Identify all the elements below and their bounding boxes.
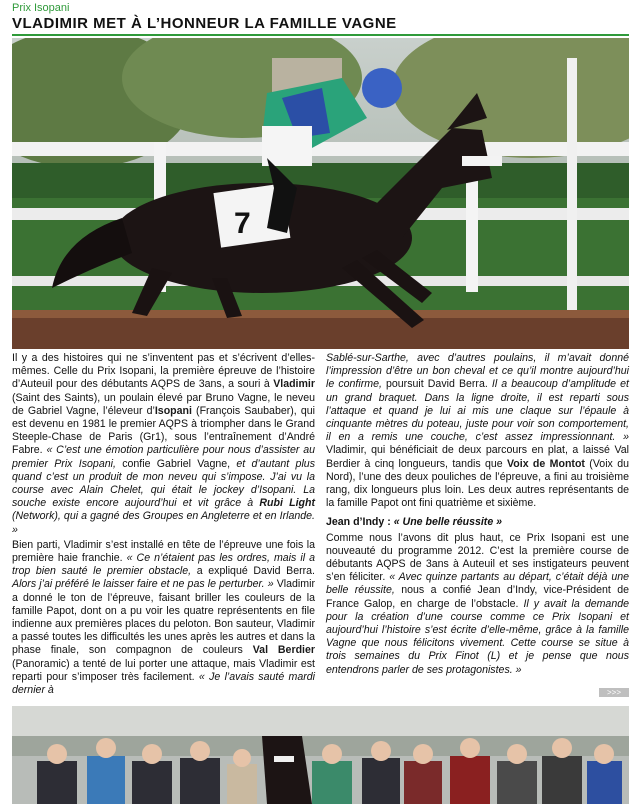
- winners-photo-illustration: [12, 706, 629, 804]
- article-column-left: [12, 352, 315, 699]
- right-paragraph-1: Sablé-sur-Sarthe, avec d’autres poulains, il m’avait donné l’impression d’être un bon cheval et ce qu’il montre aujourd’hui le confirme, poursuit David Berra. Il a beaucoup d’amplitude et un grand braquet. Dans la ligne droite, il est reparti sous l’attaque et quand je lui ai mis une claque sur l’épaule à cinquante mètres du poteau, juste pour voir son comportement, il en a remis une couche, c’est assez impressionnant. » Vladimir, qui bénéficiait de deux parcours en plat, a laissé Val Berdier à cinq longueurs, tandis que Voix de Montot (Voix du Nord), l’une des deux pouliches de l’épreuve, a fini au troisième rang, dix longueurs plus loin. Les deux autres représentants de la famille Papot ont fini quatrième et sixième.: [326, 352, 629, 510]
- left-paragraph-2: Bien parti, Vladimir s’est installé en tête de l’épreuve une fois la première haie franchie. « Ce n’étaient pas les ordres, mais il a trop bien sauté le premier obstacle, a expliqué David Berra. Alors j’ai préféré le laisser faire et ne pas le perturber. » Vladimir a donné le ton de l’épreuve, faisant briller les couleurs de la famille Papot, dont on a pu voir les quatre représentents en file indienne aux premières places du peloton. Bon sauteur, Vladimir a passé toutes les difficultés les unes après les autres et dans la phase finale, son compagnon de couleurs Val Berdier (Panoramic) a tenté de lui porter une attaque, mais Vladimir est reparti pour s’imposer très facilement. « Je l’avais sauté mardi dernier à: [12, 538, 316, 697]
- right-subheading: Jean d’Indy : « Une belle réussite »: [326, 516, 503, 529]
- race-photo: [12, 38, 629, 349]
- continue-arrow-icon[interactable]: >>>: [599, 688, 629, 697]
- left-paragraph-1: Il y a des histoires qui ne s’inventent pas et s’écrivent d’elles-mêmes. Celle du Prix Isopani, la première épreuve de l’histoire d’Auteuil pour des débutants AQPS de 3ans, a souri à Vladimir (Saint des Saints), un poulain élevé par Bruno Vagne, le neveu de Gabriel Vagne, l’éleveur d’Isopani (François Saubaber), qui est devenu en 1981 le premier AQPS à triompher dans le Grand Steeple-Chase de Paris (Gr1), sous l’entraînement d’André Fabre. « C’est une émotion particulière pour nous d’assister au premier Prix Isopani, confie Gabriel Vagne, et d’autant plus quand c’est un produit de mon neveu qui s’impose. J’ai vu la course avec Alain Chelet, qui était le jockey d’Isopani. La souche existe encore aujourd’hui et vit grâce à Rubi Light (Network), qui a gagné des Groupes en Angleterre et en Irlande. »: [12, 352, 315, 536]
- article-column-right: [326, 352, 629, 679]
- right-paragraph-2: Comme nous l’avons dit plus haut, ce Prix Isopani est une nouveauté du programme 2012. C’est la première course de débutants AQPS de 3ans à Auteuil et ses instigateurs peuvent s’en féliciter. « Avec quinze partants au départ, c’était déjà une belle réussite, nous a confié Jean d’Indy, vice-Président de France Galop, en charge de l’obstacle. Il y avait la demande pour la création d’une course comme ce Prix Isopani et aujourd’hui l’histoire s’est écrite d’elle-même, grâce à la famille Vagne que nous félicitons vivement. Cette course se situe à trois semaines du Prix Finot (L) et je pense que nous entendrons parler de ses protagonistes. »: [326, 531, 629, 676]
- winners-photo: [12, 706, 629, 804]
- race-photo-illustration: [12, 38, 629, 349]
- headline-rule: [12, 34, 629, 36]
- section-label: Prix Isopani: [12, 2, 70, 14]
- saddle-number: 7: [234, 207, 251, 240]
- article-headline: VLADIMIR MET À L’HONNEUR LA FAMILLE VAGNE: [12, 15, 397, 32]
